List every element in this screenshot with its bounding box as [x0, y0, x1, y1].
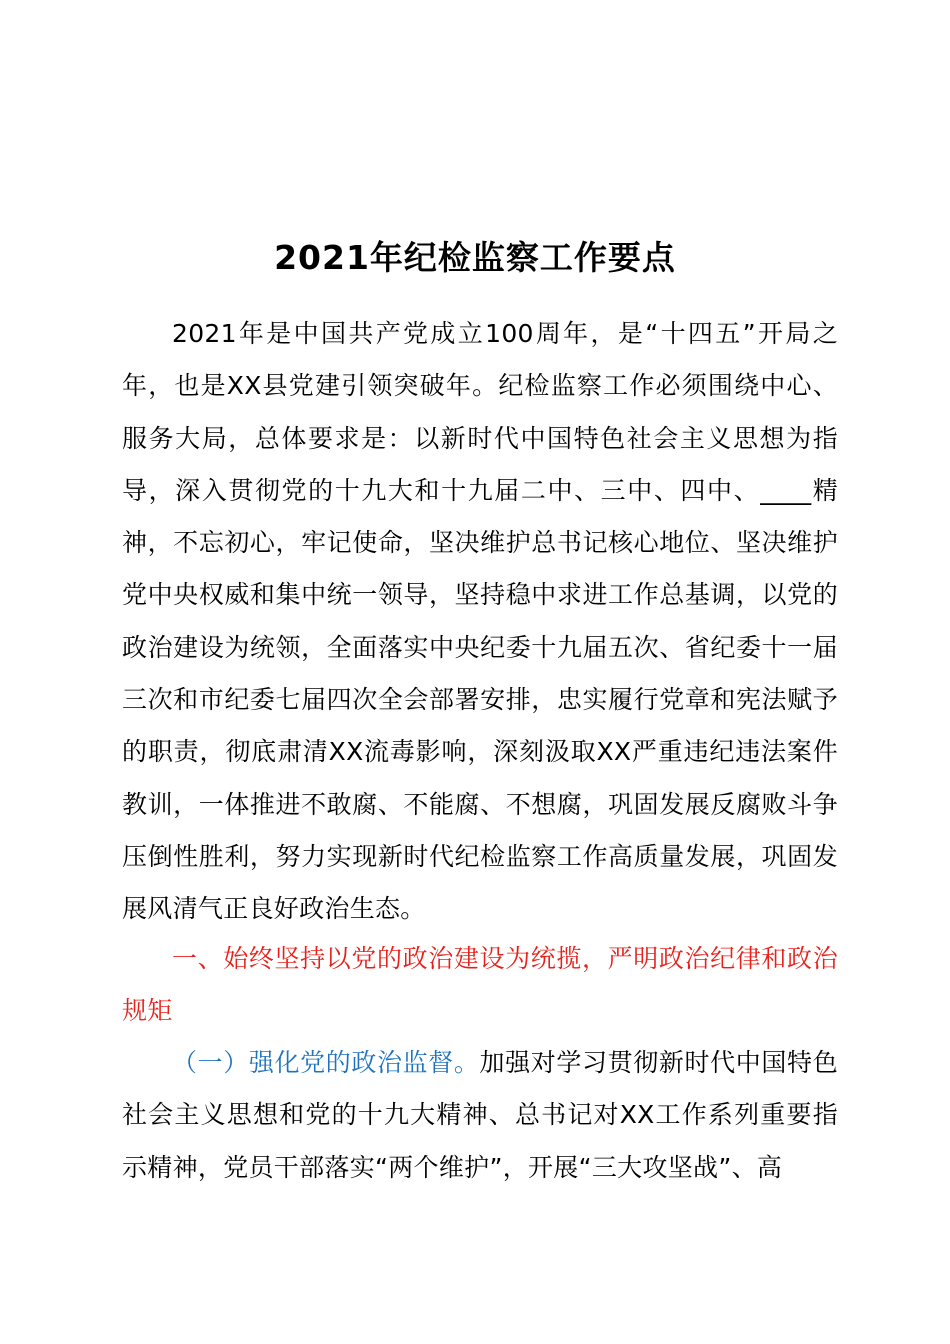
subsection-paragraph-1	[122, 1037, 838, 1194]
section-heading-1: 一、始终坚持以党的政治建设为统揽，严明政治纪律和政治规矩	[122, 944, 838, 1026]
document-title: 2021年纪检监察工作要点	[274, 238, 676, 277]
subsection-body-1: 加强对学习贯彻新时代中国特色社会主义思想和党的十九大精神、总书记对XX工作系列重要指示精神，党员干部落实“两个维护”，开展“三大攻坚战”、高	[122, 1048, 838, 1182]
subsection-heading-1: （一）强化党的政治监督。	[172, 1048, 480, 1077]
intro-paragraph: 2021年是中国共产党成立100周年，是“十四五”开局之年，也是XX县党建引领突破年。纪检监察工作必须围绕中心、服务大局，总体要求是：以新时代中国特色社会主义思想为指导，深入贯彻党的十九大和十九届二中、三中、四中、____精神，不忘初心，牢记使命，坚决维护总书记核心地位、坚决维护党中央权威和集中统一领导，坚持稳中求进工作总基调，以党的政治建设为统领，全面落实中央纪委十九届五次、省纪委十一届三次和市纪委七届四次全会部署安排，忠实履行党章和宪法赋予的职责，彻底肃清XX流毒影响，深刻汲取XX严重违纪违法案件教训，一体推进不敢腐、不能腐、不想腐，巩固发展反腐败斗争压倒性胜利，努力实现新时代纪检监察工作高质量发展，巩固发展风清气正良好政治生态。	[122, 319, 838, 924]
